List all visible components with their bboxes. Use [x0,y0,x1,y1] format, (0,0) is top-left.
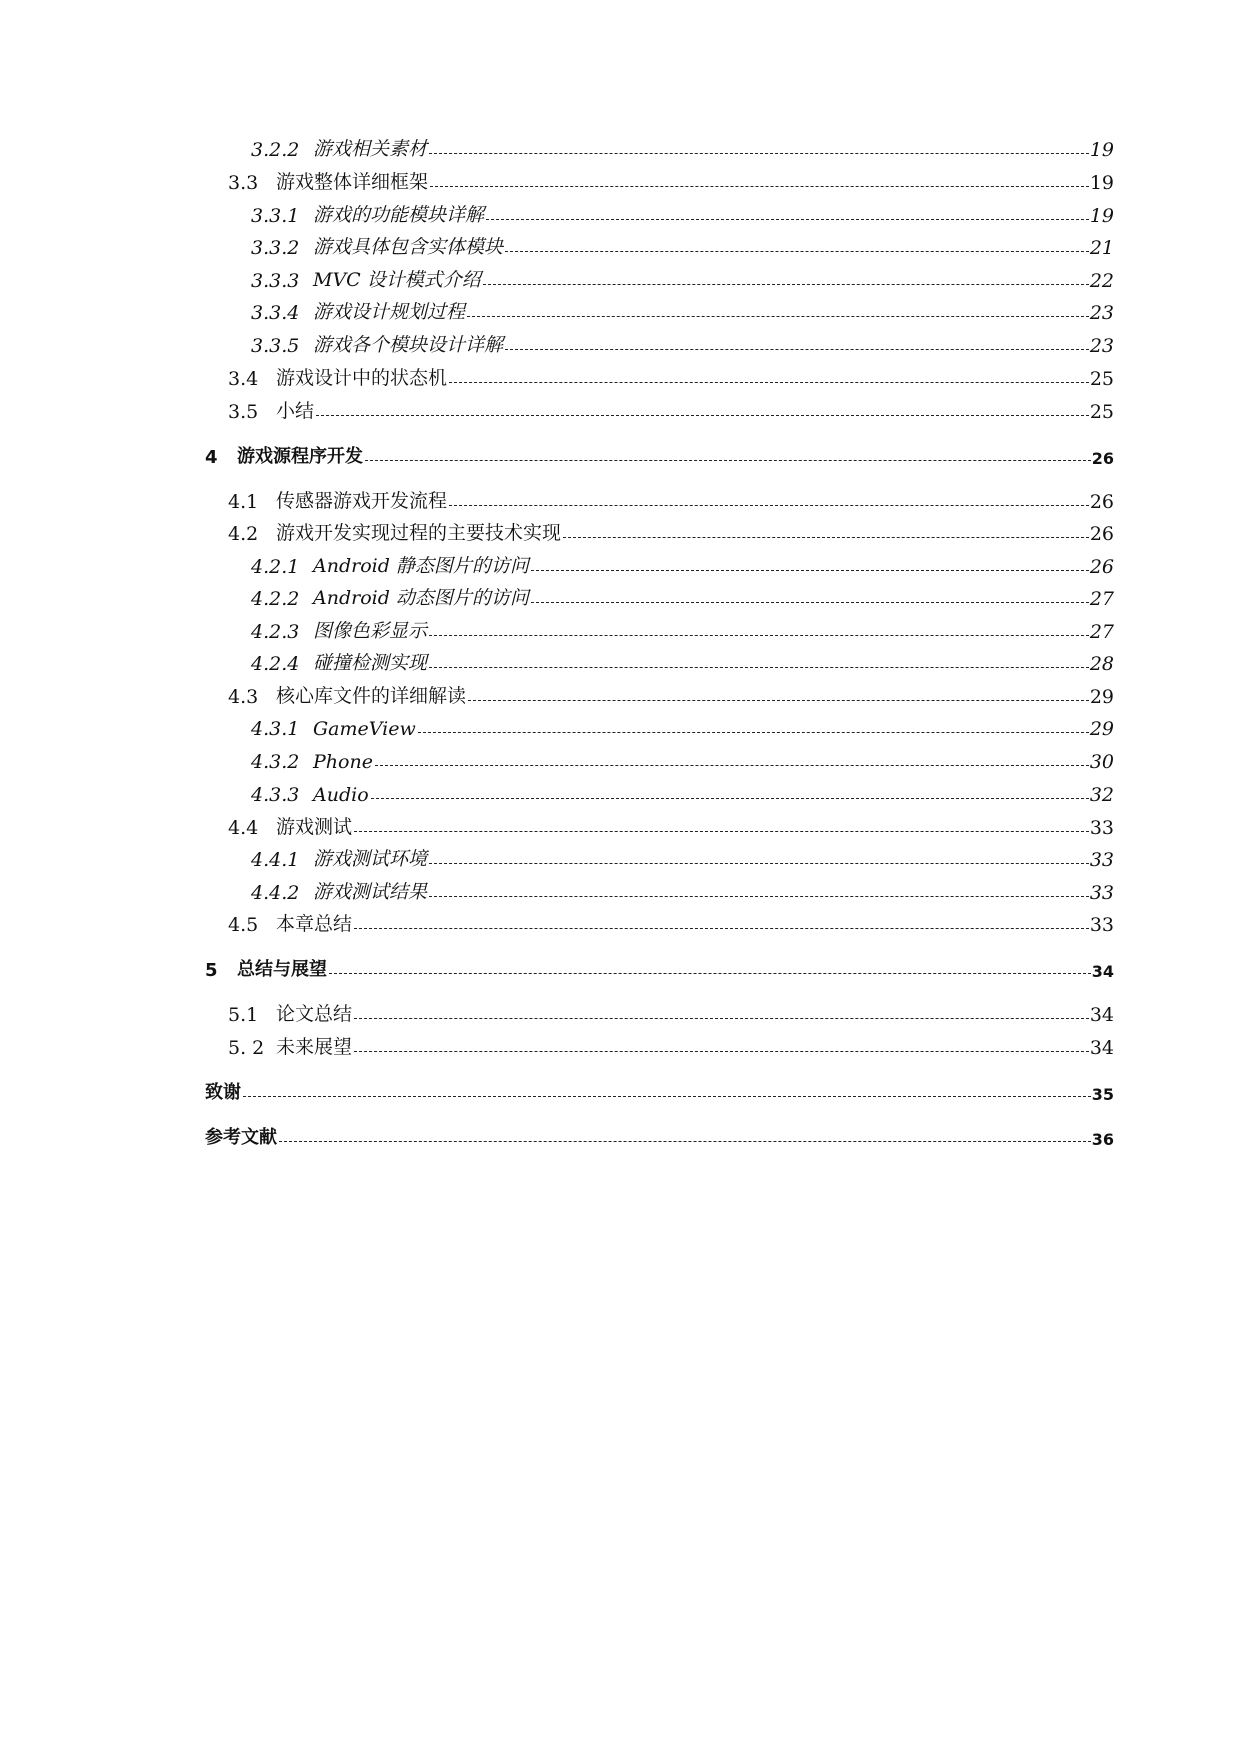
toc-entry-title: 游戏具体包含实体模块 [313,236,504,258]
toc-entry-page-number: 29 [1089,718,1114,740]
toc-dot-leader [429,895,1089,897]
toc-entry-number: 3.4 [228,368,259,390]
toc-dot-leader [354,1050,1089,1052]
toc-entry-page-number: 27 [1089,588,1114,610]
toc-entry-page-number: 34 [1089,1004,1114,1026]
toc-dot-leader [375,764,1089,766]
toc-entry-number: 3.3 [228,172,259,194]
toc-entry[interactable] [251,847,1114,871]
toc-entry-page-number: 34 [1091,962,1114,981]
toc-entry-page-number: 22 [1089,270,1114,292]
toc-entry-title: 图像色彩显示 [313,620,428,642]
toc-entry-number: 4.2.2 [251,588,300,610]
toc-entry-page-number: 26 [1089,523,1114,545]
toc-entry-title: Phone [313,751,373,773]
toc-dot-leader [531,569,1089,571]
toc-entry-number: 5 [205,960,218,981]
toc-entry-title: 游戏设计规划过程 [313,301,466,323]
toc-dot-leader [483,283,1089,285]
toc-entry-page-number: 28 [1089,653,1114,675]
toc-entry[interactable] [228,366,1114,390]
toc-dot-leader [429,634,1089,636]
toc-dot-leader [429,862,1089,864]
toc-entry[interactable] [251,554,1114,578]
toc-entry-title: 游戏开发实现过程的主要技术实现 [276,522,562,544]
toc-dot-leader [418,731,1089,733]
toc-entry[interactable] [251,300,1114,324]
toc-entry[interactable] [228,684,1114,708]
toc-entry-title: 本章总结 [276,913,353,935]
toc-entry[interactable] [251,749,1114,773]
toc-dot-leader [354,1017,1089,1019]
toc-entry-title: 未来展望 [276,1036,353,1058]
toc-entry-number: 3.3.2 [251,237,300,259]
toc-entry[interactable] [251,716,1114,740]
toc-dot-leader [449,381,1089,383]
toc-entry-number: 4.1 [228,491,259,513]
toc-dot-leader [430,185,1089,187]
toc-entry-title: MVC 设计模式介绍 [313,269,481,291]
toc-entry-number: 4.3.2 [251,751,300,773]
toc-entry-title: 游戏设计中的状态机 [276,367,448,389]
toc-entry-page-number: 33 [1089,817,1114,839]
toc-entry-page-number: 26 [1089,556,1114,578]
toc-entry-number: 3.3.4 [251,302,300,324]
toc-entry[interactable] [228,521,1114,545]
toc-dot-leader [371,797,1089,799]
toc-entry-page-number: 26 [1089,491,1114,513]
toc-entry[interactable] [251,619,1114,643]
toc-entry[interactable] [228,489,1114,513]
toc-entry-title: 游戏相关素材 [313,138,428,160]
toc-entry-title: 游戏测试环境 [313,848,428,870]
toc-entry[interactable] [251,586,1114,610]
toc-entry-page-number: 36 [1091,1130,1114,1149]
toc-entry-page-number: 27 [1089,621,1114,643]
toc-entry[interactable] [251,137,1114,161]
toc-entry[interactable] [205,1080,1114,1104]
toc-entry-number: 3.3.1 [251,205,300,227]
toc-entry-page-number: 34 [1089,1037,1114,1059]
toc-entry-number: 4.2.1 [251,556,300,578]
toc-entry-title: 传感器游戏开发流程 [276,490,448,512]
toc-entry-page-number: 23 [1089,335,1114,357]
toc-dot-leader [429,152,1089,154]
toc-entry-page-number: 21 [1089,237,1114,259]
toc-entry-number: 4.4.1 [251,849,300,871]
toc-dot-leader [329,972,1091,974]
toc-entry-title: 致谢 [205,1082,241,1103]
toc-entry-page-number: 33 [1089,882,1114,904]
toc-entry[interactable] [228,399,1114,423]
toc-dot-leader [486,218,1089,220]
toc-entry[interactable] [251,268,1114,292]
toc-entry-page-number: 19 [1089,172,1114,194]
toc-entry-title: 小结 [276,400,315,422]
toc-dot-leader [563,536,1089,538]
toc-entry-title: Android 动态图片的访问 [313,587,529,609]
toc-dot-leader [449,504,1089,506]
toc-entry-title: 游戏测试 [276,816,353,838]
toc-entry[interactable] [251,235,1114,259]
toc-entry[interactable] [205,1125,1114,1149]
toc-entry[interactable] [251,651,1114,675]
toc-entry-title: Android 静态图片的访问 [313,555,529,577]
toc-entry[interactable] [251,333,1114,357]
toc-entry-number: 4.3.3 [251,784,300,806]
toc-entry-title: 游戏测试结果 [313,881,428,903]
toc-dot-leader [429,666,1089,668]
toc-entry-title: Audio [313,784,369,806]
toc-entry[interactable] [228,170,1114,194]
toc-entry[interactable] [205,444,1114,468]
toc-entry-number: 4.3 [228,686,259,708]
toc-entry[interactable] [228,1035,1114,1059]
toc-entry-page-number: 25 [1089,401,1114,423]
toc-entry-number: 3.2.2 [251,139,300,161]
toc-entry[interactable] [205,957,1114,981]
toc-entry-page-number: 33 [1089,914,1114,936]
toc-dot-leader [279,1140,1091,1142]
toc-entry[interactable] [228,815,1114,839]
toc-entry-number: 4.4 [228,817,259,839]
toc-entry-number: 4.3.1 [251,718,300,740]
toc-entry[interactable] [251,880,1114,904]
toc-entry-title: 游戏各个模块设计详解 [313,334,504,356]
toc-entry-page-number: 32 [1089,784,1114,806]
toc-entry-title: 参考文献 [205,1127,277,1148]
toc-entry[interactable] [251,782,1114,806]
toc-entry[interactable] [251,203,1114,227]
toc-dot-leader [467,315,1089,317]
toc-dot-leader [468,699,1089,701]
toc-entry-title: 游戏整体详细框架 [276,171,429,193]
toc-dot-leader [354,830,1089,832]
toc-dot-leader [531,601,1089,603]
toc-entry-page-number: 29 [1089,686,1114,708]
toc-entry[interactable] [228,1002,1114,1026]
toc-entry-title: GameView [313,718,416,740]
toc-dot-leader [505,348,1089,350]
toc-entry-number: 5. 2 [228,1037,265,1059]
toc-entry-title: 总结与展望 [237,959,327,980]
toc-dot-leader [316,414,1089,416]
toc-entry-title: 游戏的功能模块详解 [313,204,485,226]
toc-entry-number: 4.2.4 [251,653,300,675]
toc-entry-number: 4 [205,447,218,468]
toc-entry-title: 游戏源程序开发 [237,446,363,467]
toc-dot-leader [243,1095,1091,1097]
toc-dot-leader [505,250,1089,252]
toc-entry-page-number: 26 [1091,449,1114,468]
toc-entry[interactable] [228,912,1114,936]
toc-dot-leader [354,927,1089,929]
toc-entry-number: 4.5 [228,914,259,936]
toc-entry-number: 3.3.5 [251,335,300,357]
toc-entry-page-number: 23 [1089,302,1114,324]
toc-entry-page-number: 30 [1089,751,1114,773]
toc-entry-number: 4.2 [228,523,259,545]
toc-entry-title: 碰撞检测实现 [313,652,428,674]
toc-entry-number: 4.4.2 [251,882,300,904]
toc-entry-page-number: 19 [1089,139,1114,161]
toc-entry-number: 3.3.3 [251,270,300,292]
toc-entry-page-number: 33 [1089,849,1114,871]
toc-entry-page-number: 35 [1091,1085,1114,1104]
toc-entry-number: 5.1 [228,1004,259,1026]
toc-entry-page-number: 25 [1089,368,1114,390]
toc-entry-number: 3.5 [228,401,259,423]
toc-entry-page-number: 19 [1089,205,1114,227]
toc-entry-title: 论文总结 [276,1003,353,1025]
toc-entry-title: 核心库文件的详细解读 [276,685,467,707]
toc-dot-leader [365,459,1091,461]
toc-entry-number: 4.2.3 [251,621,300,643]
